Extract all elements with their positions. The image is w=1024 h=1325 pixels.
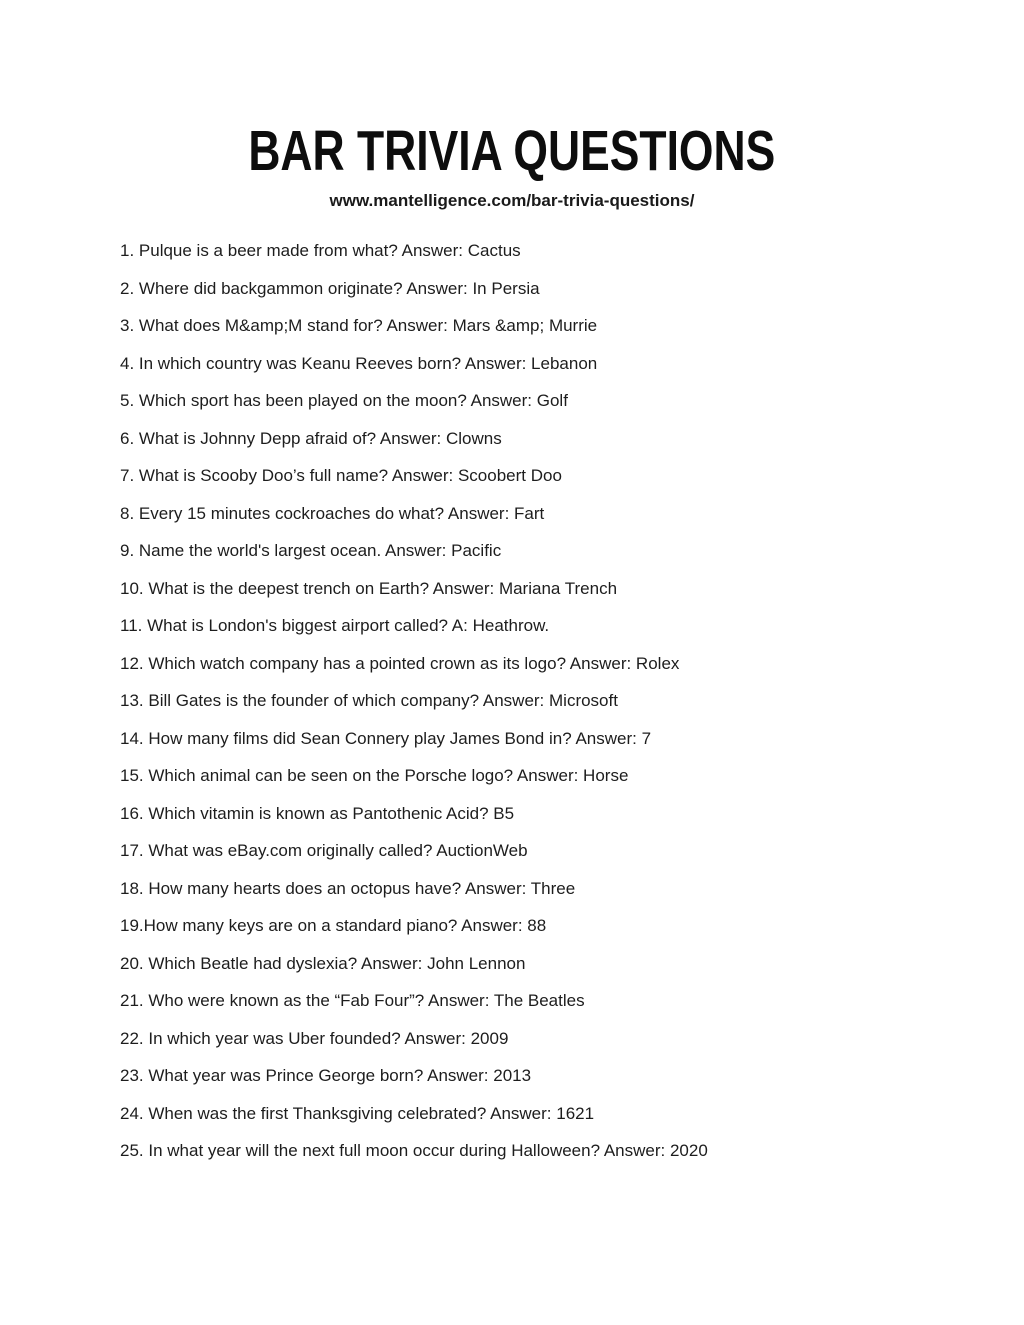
question-item: 24. When was the first Thanksgiving celebrated? Answer: 1621 <box>120 1103 595 1123</box>
question-item: 2. Where did backgammon originate? Answer: In Persia <box>120 278 540 298</box>
question-item: 18. How many hearts does an octopus have? Answer: Three <box>120 878 576 898</box>
question-item: 23. What year was Prince George born? Answer: 2013 <box>120 1066 532 1085</box>
question-item: 20. Which Beatle had dyslexia? Answer: John Lennon <box>120 953 526 973</box>
question-item: 22. In which year was Uber founded? Answer: 2009 <box>120 1028 509 1048</box>
title-container <box>0 118 1024 184</box>
question-item: 5. Which sport has been played on the moon? Answer: Golf <box>120 391 568 410</box>
question-item: 12. Which watch company has a pointed crown as its logo? Answer: Rolex <box>120 653 680 673</box>
question-item: 19.How many keys are on a standard piano? Answer: 88 <box>120 916 547 935</box>
question-item: 6. What is Johnny Depp afraid of? Answer: Clowns <box>120 428 502 448</box>
question-item: 14. How many films did Sean Connery play James Bond in? Answer: 7 <box>120 728 652 748</box>
url-container <box>0 191 1024 211</box>
question-item: 11. What is London's biggest airport called? A: Heathrow. <box>120 616 550 635</box>
question-item: 16. Which vitamin is known as Pantothenic Acid? B5 <box>120 803 515 823</box>
question-item: 1. Pulque is a beer made from what? Answer: Cactus <box>120 241 521 260</box>
questions-list <box>120 242 934 1159</box>
question-item: 13. Bill Gates is the founder of which company? Answer: Microsoft <box>120 691 618 710</box>
question-item: 8. Every 15 minutes cockroaches do what? Answer: Fart <box>120 503 545 523</box>
question-item: 25. In what year will the next full moon occur during Halloween? Answer: 2020 <box>120 1141 708 1160</box>
source-url: www.mantelligence.com/bar-trivia-questions/ <box>329 191 695 210</box>
question-item: 21. Who were known as the “Fab Four”? Answer: The Beatles <box>120 991 585 1010</box>
question-item: 10. What is the deepest trench on Earth? Answer: Mariana Trench <box>120 578 618 598</box>
question-item: 17. What was eBay.com originally called? AuctionWeb <box>120 841 528 860</box>
question-item: 7. What is Scooby Doo’s full name? Answer: Scoobert Doo <box>120 466 562 485</box>
question-item: 4. In which country was Keanu Reeves born? Answer: Lebanon <box>120 353 598 373</box>
question-item: 9. Name the world's largest ocean. Answer: Pacific <box>120 541 502 560</box>
question-item: 3. What does M&amp;M stand for? Answer: Mars &amp; Murrie <box>120 316 598 335</box>
question-item: 15. Which animal can be seen on the Porsche logo? Answer: Horse <box>120 766 629 785</box>
page-title: BAR TRIVIA QUESTIONS <box>248 119 776 183</box>
